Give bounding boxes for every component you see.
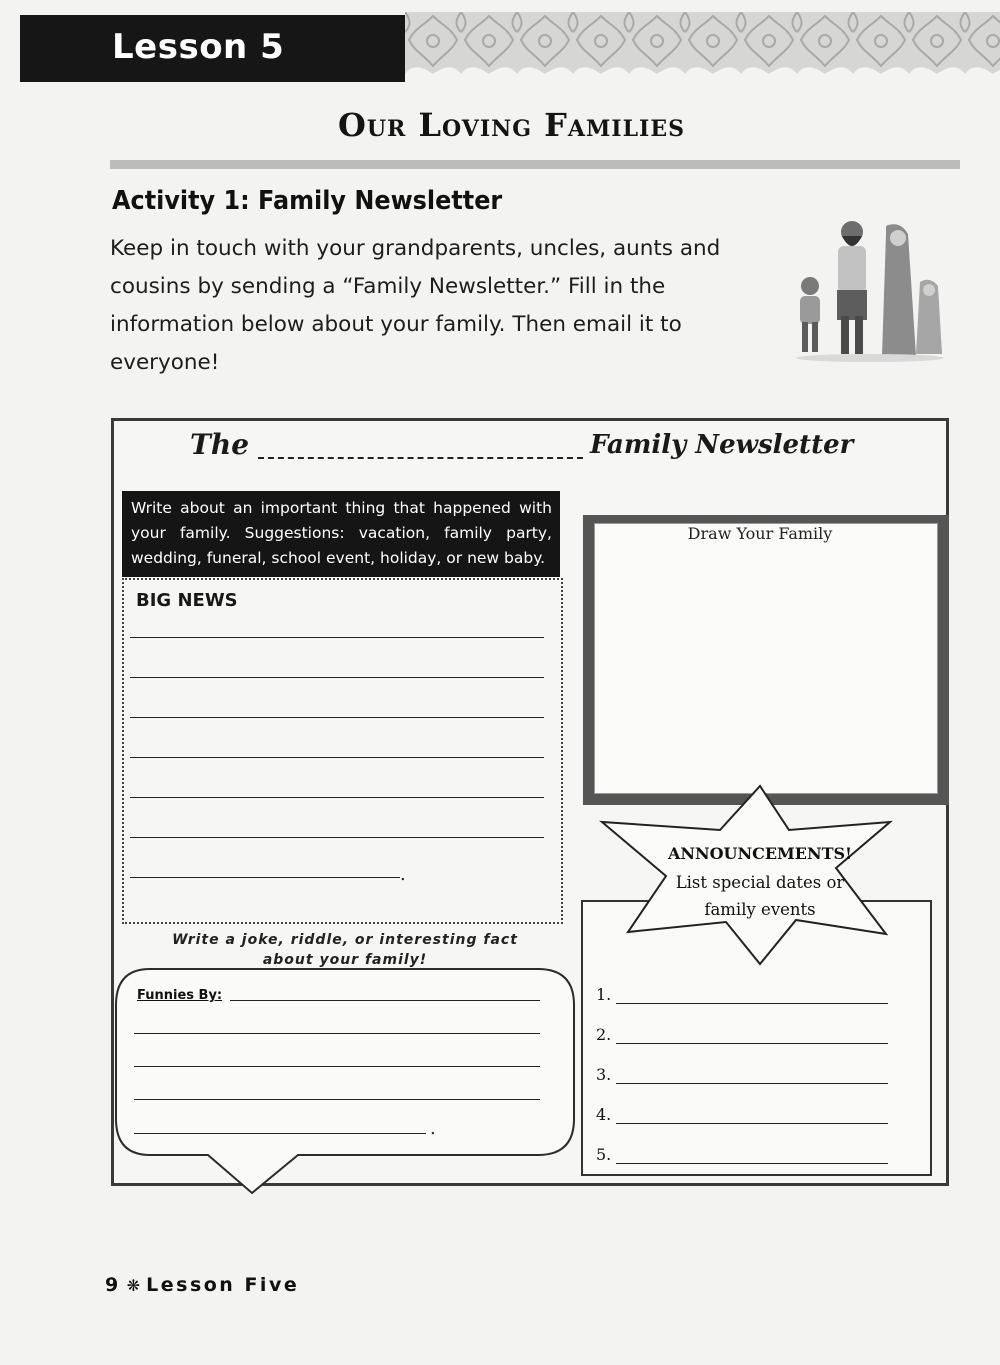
big-news-end-period: . <box>400 864 406 885</box>
footer-section: Lesson Five <box>146 1274 300 1296</box>
announcement-number: 5. <box>596 1145 612 1164</box>
family-illustration <box>790 216 950 362</box>
funnies-by-line[interactable] <box>230 1000 540 1001</box>
announcement-line[interactable] <box>616 1003 888 1004</box>
page-footer <box>105 1274 299 1296</box>
page-number: 9 <box>105 1274 121 1296</box>
draw-your-family-label: Draw Your Family <box>687 524 833 543</box>
funnies-prompt <box>150 930 540 970</box>
newsletter-heading-suffix: Family Newsletter <box>590 430 854 460</box>
announcement-line[interactable] <box>616 1163 888 1164</box>
big-news-line[interactable] <box>130 877 400 878</box>
announcement-number: 2. <box>596 1025 612 1044</box>
big-news-prompt: Write about an important thing that happened with your family. Suggestions: vacation, family party, wedding, funeral, school event, holiday, or new baby. <box>122 491 560 577</box>
big-news-line[interactable] <box>130 677 544 678</box>
announcement-line[interactable] <box>616 1083 888 1084</box>
announcement-number: 1. <box>596 985 612 1004</box>
funnies-end-period: . <box>430 1118 436 1139</box>
draw-your-family-area[interactable] <box>594 523 938 794</box>
lesson-label: Lesson 5 <box>112 27 285 67</box>
announcement-number: 4. <box>596 1105 612 1124</box>
activity-instructions: Keep in touch with your grandparents, uncles, aunts and cousins by sending a “Family Newsletter.” Fill in the information below about your family. Then email it to everyone! <box>110 236 721 375</box>
announcements-title: ANNOUNCEMENTS! <box>667 844 853 863</box>
big-news-line[interactable] <box>130 717 544 718</box>
big-news-line[interactable] <box>130 837 544 838</box>
big-news-line[interactable] <box>130 797 544 798</box>
big-news-box <box>122 578 563 924</box>
announcements-subtitle-line1: List special dates or <box>675 873 845 892</box>
announcement-line[interactable] <box>616 1123 888 1124</box>
big-news-label: BIG NEWS <box>136 590 238 611</box>
page-title: Our Loving Families <box>338 106 686 144</box>
arabesque-border-ornament <box>405 12 1000 74</box>
funnies-line[interactable] <box>134 1033 540 1034</box>
big-news-line[interactable] <box>130 757 544 758</box>
funnies-line[interactable] <box>134 1133 426 1134</box>
announcements-subtitle-line2: family events <box>704 900 816 919</box>
activity-title: Activity 1: Family Newsletter <box>112 186 503 216</box>
announcements-subtitle <box>640 869 880 923</box>
newsletter-heading-prefix: The <box>190 428 250 461</box>
flower-ornament-icon: ❋ <box>126 1276 141 1295</box>
announcement-line[interactable] <box>616 1043 888 1044</box>
family-name-blank[interactable] <box>258 457 583 459</box>
funnies-by-label: Funnies By: <box>137 988 223 1003</box>
big-news-line[interactable] <box>130 637 544 638</box>
funnies-line[interactable] <box>134 1099 540 1100</box>
announcement-number: 3. <box>596 1065 612 1084</box>
lesson-banner <box>20 15 405 82</box>
funnies-prompt-line2: about your family! <box>262 952 428 968</box>
title-rule <box>110 160 960 169</box>
funnies-line[interactable] <box>134 1066 540 1067</box>
funnies-prompt-line1: Write a joke, riddle, or interesting fact <box>172 932 518 948</box>
